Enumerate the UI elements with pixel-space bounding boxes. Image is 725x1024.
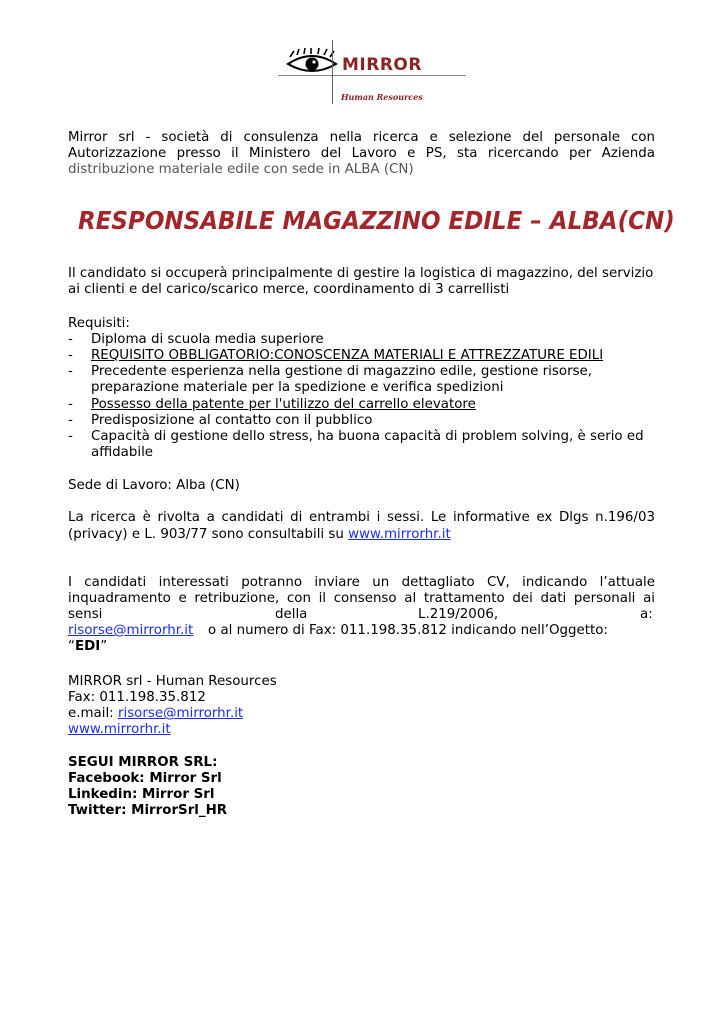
intro-line-3: distribuzione materiale edile con sede in ALBA (CN) xyxy=(68,162,414,177)
apply-line-1: I candidati interessati potranno inviare un dettagliato CV, indicando l’attuale xyxy=(68,575,655,590)
email-link[interactable]: risorse@mirrorhr.it xyxy=(68,623,194,638)
apply-fax-text: o al numero di Fax: 011.198.35.812 indicando nell’Oggetto: xyxy=(208,623,608,638)
privacy-text: (privacy) e L. 903/77 sono consultabili su xyxy=(68,527,349,542)
contact-email-row xyxy=(68,706,243,722)
logo-subtitle: Human Resources xyxy=(341,92,423,102)
requirement-item: Predisposizione al contatto con il pubblico xyxy=(91,413,373,428)
website-link[interactable]: www.mirrorhr.it xyxy=(348,527,451,542)
apply-sensi: sensi xyxy=(68,607,103,622)
apply-a: a: xyxy=(640,607,653,622)
contact-company: MIRROR srl - Human Resources xyxy=(68,674,277,689)
description-line-2: ai clienti e del carico/scarico merce, coordinamento di 3 carrellisti xyxy=(68,282,510,297)
contact-website-link[interactable]: www.mirrorhr.it xyxy=(68,722,171,737)
intro-line-1: Mirror srl - società di consulenza nella ricerca e selezione del personale con xyxy=(68,130,655,145)
requirement-item-cont: preparazione materiale per la spedizione e verifica spedizioni xyxy=(91,380,504,395)
eye-icon xyxy=(286,48,338,76)
apply-line-2: inquadramento e retribuzione, con il consenso al trattamento dei dati personali ai xyxy=(68,591,655,606)
apply-subject xyxy=(68,639,107,655)
requirement-item: Diploma di scuola media superiore xyxy=(91,332,324,347)
contact-email-link[interactable]: risorse@mirrorhr.it xyxy=(117,706,244,721)
requirement-item-cont: affidabile xyxy=(91,445,154,460)
description-line-1: Il candidato si occuperà principalmente di gestire la logistica di magazzino, del servizio xyxy=(68,266,654,281)
page-title: RESPONSABILE MAGAZZINO EDILE – ALBA(CN) xyxy=(78,206,675,235)
contact-website-row xyxy=(68,722,171,738)
privacy-line-1: La ricerca è rivolta a candidati di entrambi i sessi. Le informative ex Dlgs n.196/03 xyxy=(68,510,655,525)
logo-name: MIRROR xyxy=(342,55,422,75)
quote-close: ” xyxy=(100,639,108,654)
requirements-label: Requisiti: xyxy=(68,316,130,331)
list-bullet: - xyxy=(68,364,73,379)
social-heading: SEGUI MIRROR SRL: xyxy=(68,755,218,770)
email-label: e.mail: xyxy=(68,706,118,721)
requirement-item: Precedente esperienza nella gestione di magazzino edile, gestione risorse, xyxy=(91,364,593,379)
requirement-item: REQUISITO OBBLIGATORIO:CONOSCENZA MATERIALI E ATTREZZATURE EDILI xyxy=(91,348,604,363)
list-bullet: - xyxy=(68,397,73,412)
requirement-item: Possesso della patente per l'utilizzo del carrello elevatore xyxy=(91,397,476,412)
list-bullet: - xyxy=(68,348,73,363)
list-bullet: - xyxy=(68,413,73,428)
social-facebook: Facebook: Mirror Srl xyxy=(68,771,222,786)
list-bullet: - xyxy=(68,429,73,444)
intro-line-2: Autorizzazione presso il Ministero del Lavoro e PS, sta ricercando per Azienda xyxy=(68,146,655,161)
logo-divider xyxy=(332,40,333,104)
subject-code: EDI xyxy=(74,639,101,654)
quote-open: “ xyxy=(68,639,75,654)
work-location: Sede di Lavoro: Alba (CN) xyxy=(68,478,240,493)
apply-law: L.219/2006, xyxy=(418,607,499,622)
apply-della: della xyxy=(275,607,308,622)
requirement-item: Capacità di gestione dello stress, ha buona capacità di problem solving, è serio ed xyxy=(91,429,644,444)
contact-fax: Fax: 011.198.35.812 xyxy=(68,690,206,705)
social-linkedin: Linkedin: Mirror Srl xyxy=(68,787,215,802)
list-bullet: - xyxy=(68,332,73,347)
social-twitter: Twitter: MirrorSrl_HR xyxy=(68,803,228,818)
logo-underline xyxy=(278,75,466,76)
privacy-line-2 xyxy=(68,527,451,543)
